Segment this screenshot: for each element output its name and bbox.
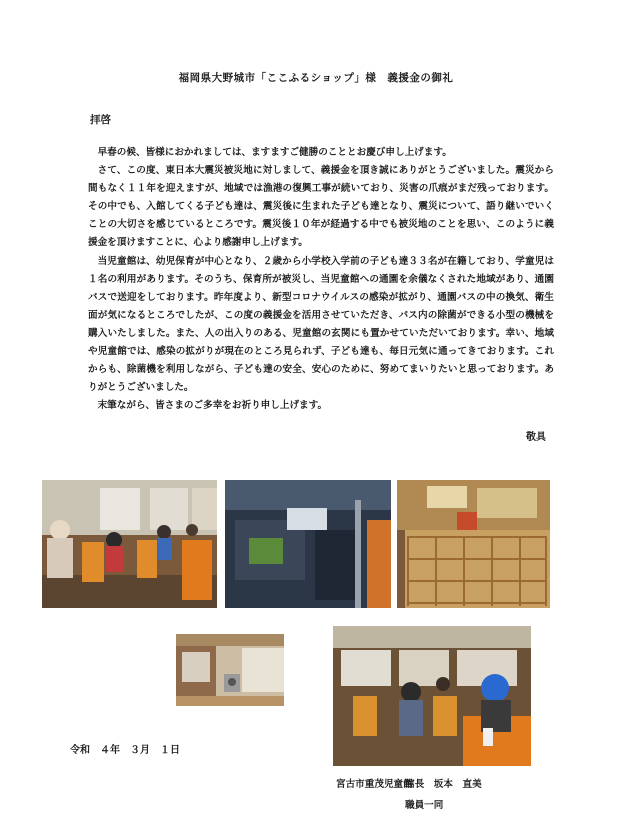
letter-closing: 敬具 <box>526 432 546 443</box>
body-paragraph: さて、この度、東日本大震災被災地に対しまして、義援金を頂き誠にありがとうございました。震災から間もなく１１年を迎えますが、地域では漁港の復興工事が続いており、災害の爪痕がまだ残っております。その中でも、入館してくる子ども達は、震災後に生まれた子ども達となり、震災について、語り継いでいくことの大切さを感じているところです。震災後１０年が経過する中でも被災地のことを思い、このように義援金を頂けますことに、心より感謝申し上げます。 <box>88 165 554 249</box>
sender-director: 館長 坂本 直美 <box>405 779 482 790</box>
photo-entrance-shelves <box>397 480 550 608</box>
photo-children-in-bus <box>42 480 217 608</box>
sender-organization: 宮古市重茂児童館 <box>336 779 413 790</box>
letter-body <box>88 144 554 415</box>
body-paragraph: 早春の候、皆様におかれましては、ますますご健勝のこととお慶び申し上げます。 <box>97 147 452 158</box>
letter-greeting: 拝啓 <box>90 114 111 126</box>
photo-device-by-window <box>176 634 284 706</box>
photo-sterilizer-in-bus <box>225 480 391 608</box>
letter-date: 令和 ４年 ３月 １日 <box>70 745 180 756</box>
body-paragraph: 当児童館は、幼児保育が中心となり、２歳から小学校入学前の子ども達３３名が在籍しており、学童児は１名の利用があります。そのうち、保育所が被災し、当児童館への通園を余儀なくされた地域があり、通園バスで送迎をしております。昨年度より、新型コロナウイルスの感染が拡がり、通園バスの中の換気、衛生面が気になるところでしたが、この度の義援金を活用させていただき、バス内の除菌ができる小型の機械を購入いたしました。また、人の出入りのある、児童館の玄関にも置かせていただいております。幸い、地域や児童館では、感染の拡がりが現在のところ見られず、子ども達も、毎日元気に通ってきております。これからも、除菌機を利用しながら、子ども達の安全、安心のために、努めてまいりたいと思っております。ありがとうございました。 <box>88 255 554 394</box>
sender-staff: 職員一同 <box>405 800 444 811</box>
body-paragraph: 末筆ながら、皆さまのご多幸をお祈り申し上げます。 <box>97 400 328 412</box>
letter-title: 福岡県大野城市「ここふるショップ」様 義援金の御礼 <box>178 72 454 84</box>
photo-children-masked-in-bus <box>333 626 531 766</box>
